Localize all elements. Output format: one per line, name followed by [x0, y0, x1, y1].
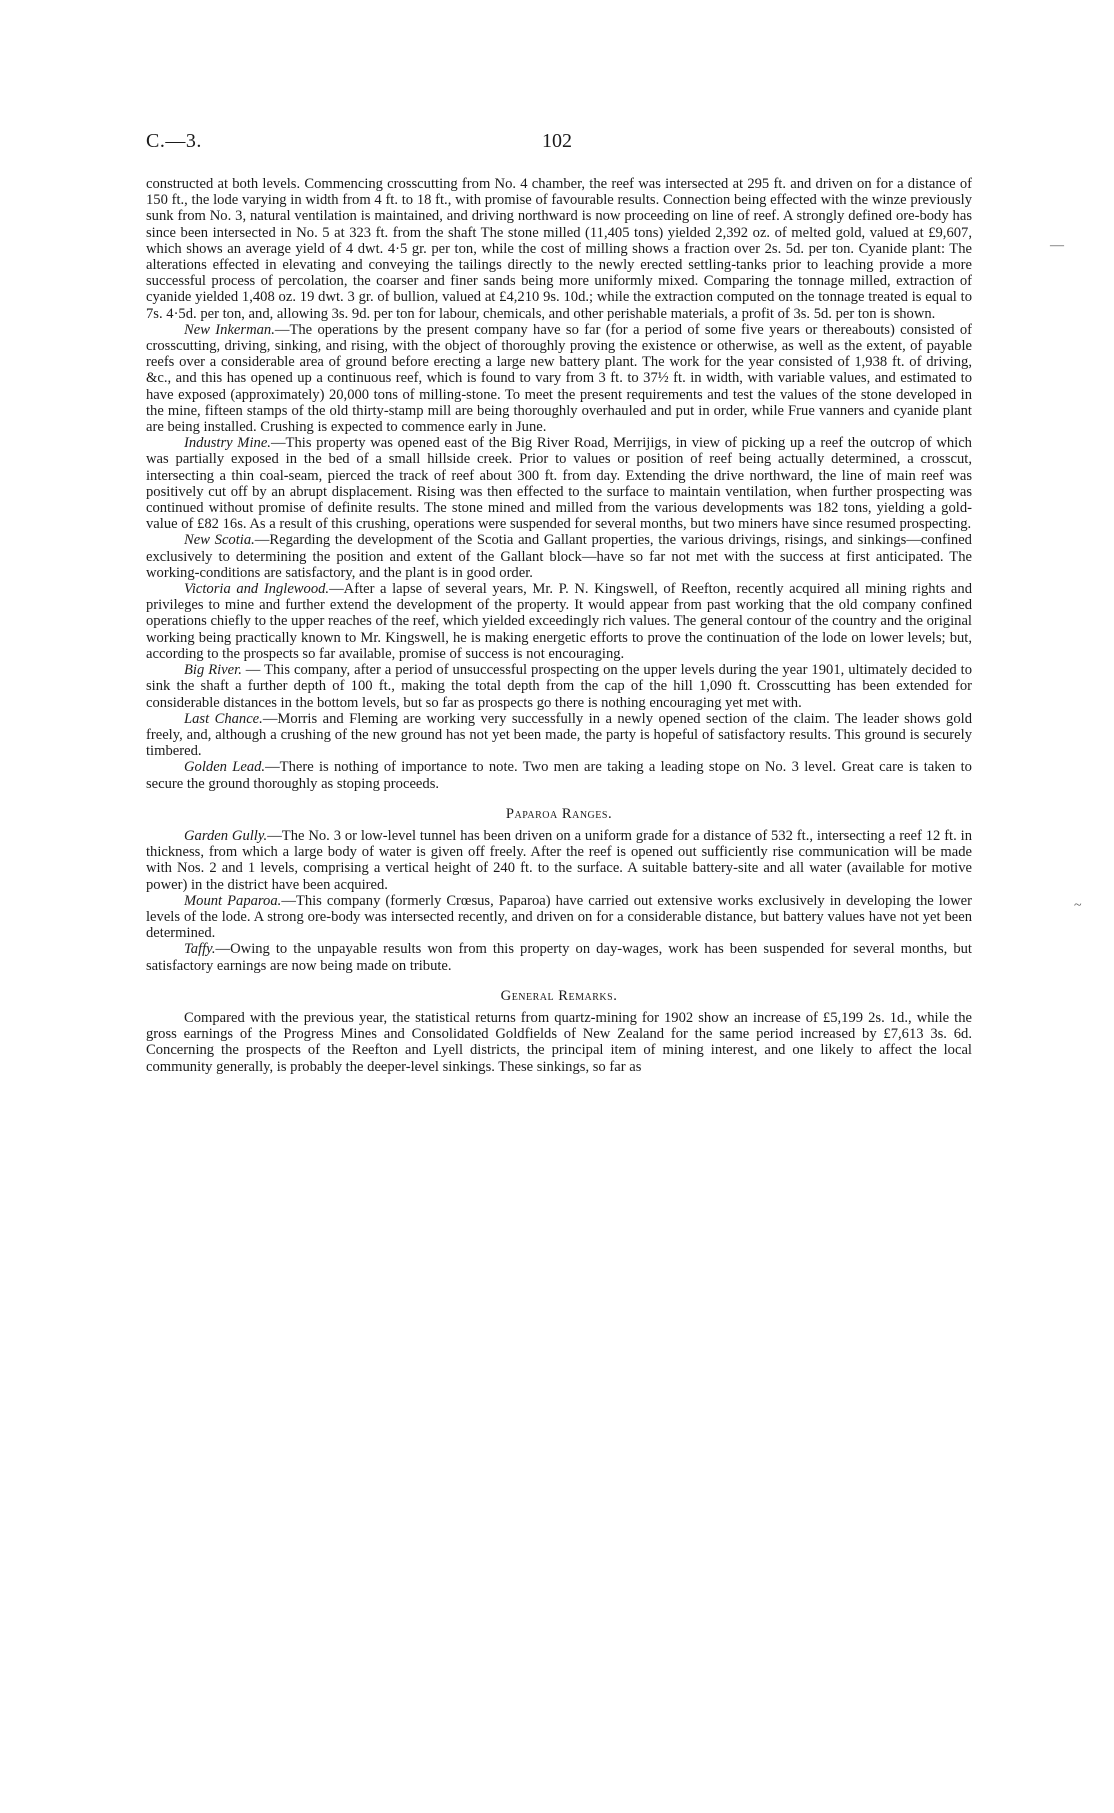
margin-mark: —	[1050, 238, 1064, 253]
paragraph-garden-gully: Garden Gully.—The No. 3 or low-level tunnel has been driven on a uniform grade for a distance of 532 ft., intersecting a reef 12 ft. in thickness, from which a large body of water is given off freely. After the reef is opened out sufficiently rise communication will be made with Nos. 2 and 1 levels, comprising a vertical height of 240 ft. to the surface. A suitable battery-site and all water (available for motive power) in the district have been acquired.	[146, 827, 972, 893]
paragraph-title: Victoria and Inglewood.	[184, 581, 330, 598]
paragraph-title: Big River.	[184, 662, 242, 679]
page-header	[146, 130, 968, 156]
margin-mark: ~	[1074, 898, 1082, 913]
paragraph-industry-mine: Industry Mine.—This property was opened east of the Big River Road, Merrijigs, in view of picking up a reef the outcrop of which was partially exposed in the bed of a small hillside creek. Prior to values or position of reef being actually determined, a crosscut, intersecting a thin coal-seam, pierced the track of reef about 300 ft. from day. Extending the drive northward, the line of main reef was positively cut off by an abrupt displacement. Rising was then effected to the surface to maintain ventilation, when further prospecting was continued without promise of definite results. The stone mined and milled from the various developments was 182 tons, yielding a gold-value of £82 16s. As a result of this crushing, operations were suspended for several months, but two miners have since resumed prospecting.	[146, 435, 972, 533]
paragraph-victoria-inglewood: Victoria and Inglewood.—After a lapse of several years, Mr. P. N. Kingswell, of Reefton, recently acquired all mining rights and privileges to mine and further extend the development of the property. It would appear from past working that the old company confined operations chiefly to the upper reaches of the reef, which yielded exceedingly rich values. The general contour of the country and the original working being practically known to Mr. Kingswell, he is making energetic efforts to prove the continuation of the lode on lower levels; but, according to the prospects so far available, promise of success is not encouraging.	[146, 581, 972, 662]
paragraph-taffy: Taffy.—Owing to the unpayable results won from this property on day-wages, work has been suspended for several months, but satisfactory earnings are now being made on tribute.	[146, 941, 972, 974]
paragraph-title: New Inkerman.	[184, 321, 275, 338]
paragraph-golden-lead: Golden Lead.—There is nothing of importance to note. Two men are taking a leading stope on No. 3 level. Great care is taken to secure the ground thoroughly as stoping proceeds.	[146, 759, 972, 792]
section-heading-general-remarks: General Remarks.	[500, 987, 618, 1004]
paragraph-continuation: constructed at both levels. Commencing crosscutting from No. 4 chamber, the reef was intersected at 295 ft. and driven on for a distance of 150 ft., the lode varying in width from 4 ft. to 18 ft., with promise of favourable results. Connection being effected with the winze previously sunk from No. 3, natural ventilation is maintained, and driving northward is now proceeding on line of reef. A strongly defined ore-body has since been intersected in No. 5 at 323 ft. from the shaft The stone milled (11,405 tons) yielded 2,392 oz. of melted gold, valued at £9,607, which shows an average yield of 4 dwt. 4·5 gr. per ton, while the cost of milling shows a fraction over 2s. 5d. per ton. Cyanide plant: The alterations effected in elevating and conveying the tailings directly to the newly erected settling-tanks prior to leaching provide a more successful process of percolation, the coarser and finer sands being more uniformly mixed. Comparing the tonnage milled, extraction of cyanide yielded 1,408 oz. 19 dwt. 3 gr. of bullion, valued at £4,210 9s. 10d.; while the extraction computed on the tonnage treated is equal to 7s. 4·5d. per ton, and, allowing 3s. 9d. per ton for labour, chemicals, and other perishable materials, a profit of 3s. 5d. per ton is shown.	[146, 176, 972, 322]
paragraph-title: Last Chance.	[184, 710, 263, 727]
paragraph-last-chance: Last Chance.—Morris and Fleming are working very successfully in a newly opened section of the claim. The leader shows gold freely, and, although a crushing of the new ground has not yet been made, the party is hopeful of satisfactory results. This ground is securely timbered.	[146, 710, 972, 760]
paragraph-big-river: Big River. — This company, after a period of unsuccessful prospecting on the upper levels during the year 1901, ultimately decided to sink the shaft a further depth of 100 ft., making the total depth from the cap of the hill 1,090 ft. Crosscutting has been extended for considerable distances in the bottom levels, but so far as prospects go there is nothing encouraging yet met with.	[146, 662, 972, 711]
paragraph-title: Golden Lead.	[184, 759, 266, 776]
section-heading-paparoa: Paparoa Ranges.	[505, 805, 613, 822]
paragraph-general-remarks: Compared with the previous year, the statistical returns from quartz-mining for 1902 show an increase of £5,199 2s. 1d., while the gross earnings of the Progress Mines and Consolidated Goldfields of New Zealand for the same period increased by £7,613 3s. 6d. Concerning the prospects of the Reefton and Lyell districts, the principal item of mining interest, and one likely to affect the local community generally, is probably the deeper-level sinkings. These sinkings, so far as	[146, 1009, 972, 1075]
page-number: 102	[542, 130, 572, 152]
page-body	[146, 176, 972, 1075]
document-reference: C.—3.	[146, 130, 202, 152]
paragraph-title: Garden Gully.	[184, 827, 268, 844]
paragraph-title: Taffy.	[184, 941, 216, 958]
paragraph-new-scotia: New Scotia.—Regarding the development of the Scotia and Gallant properties, the various drivings, risings, and sinkings—confined exclusively to determining the position and extent of the Gallant block—have so far not met with the success at first anticipated. The working-conditions are satisfactory, and the plant is in good order.	[146, 532, 972, 581]
paragraph-title: Industry Mine.	[184, 435, 271, 452]
paragraph-new-inkerman: New Inkerman.—The operations by the present company have so far (for a period of some five years or thereabouts) consisted of crosscutting, driving, sinking, and rising, with the object of thoroughly proving the existence or otherwise, as well as the extent, of payable reefs over a considerable area of ground before erecting a large new battery plant. The work for the year consisted of 1,938 ft. of driving, &c., and this has opened up a continuous reef, which is found to vary from 3 ft. to 37½ ft. in width, with variable values, and estimated to have exposed (approximately) 20,000 tons of milling-stone. To meet the present requirements and test the values of the stone developed in the mine, fifteen stamps of the old thirty-stamp mill are being thoroughly overhauled and put in order, while Frue vanners and cyanide plant are being installed. Crushing is expected to commence early in June.	[146, 321, 972, 436]
paragraph-title: New Scotia.	[184, 532, 255, 549]
paragraph-mount-paparoa: Mount Paparoa.—This company (formerly Crœsus, Paparoa) have carried out extensive works exclusively in developing the lower levels of the lode. A strong ore-body was intersected recently, and driven on for a considerable distance, but battery values have not yet been determined.	[146, 892, 973, 942]
paragraph-title: Mount Paparoa.	[184, 892, 282, 909]
